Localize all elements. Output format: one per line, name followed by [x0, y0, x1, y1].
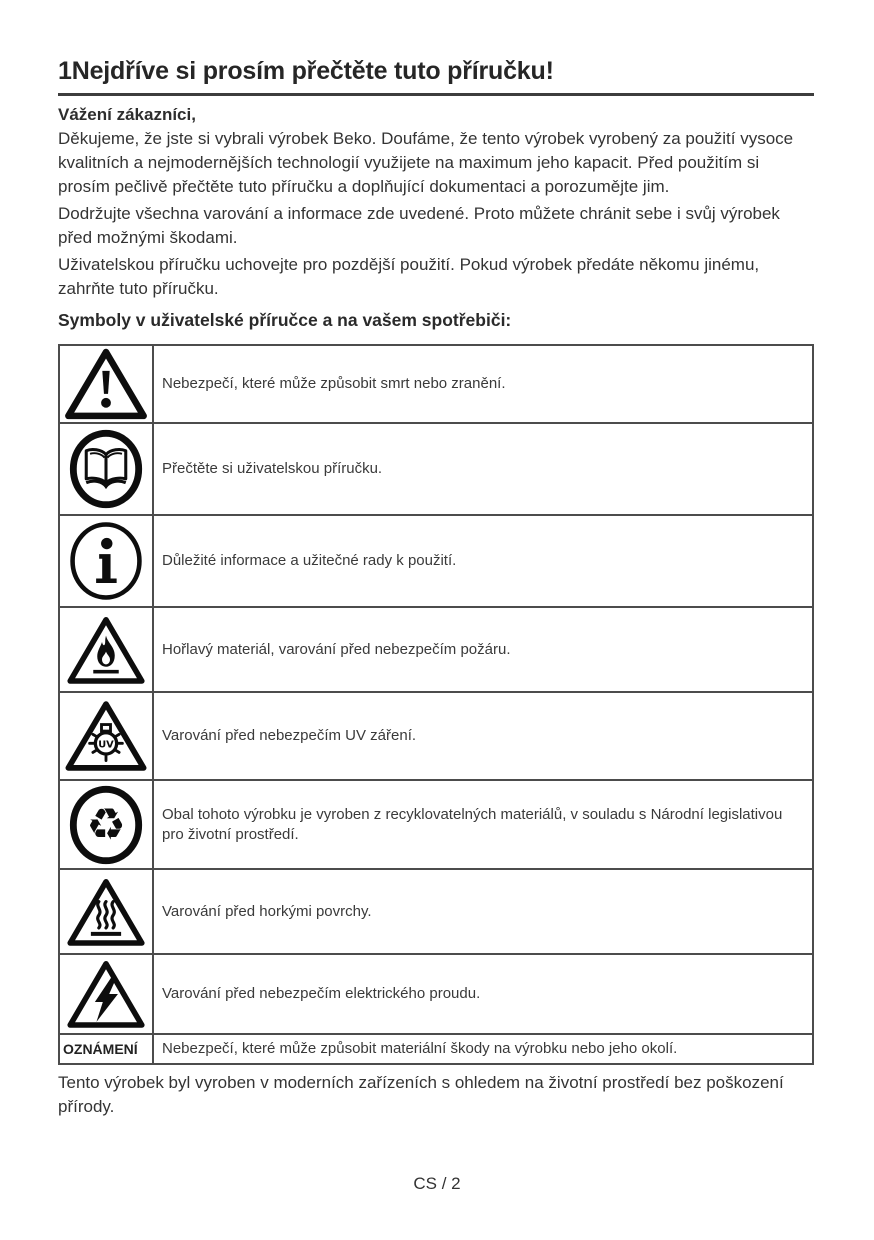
symbol-description: Nebezpečí, které může způsobit materiální škody na výrobku nebo jeho okolí. [153, 1034, 813, 1064]
section-title-text: Nejdříve si prosím přečtěte tuto příručku! [71, 57, 554, 85]
read-manual-icon [68, 428, 144, 510]
intro-paragraph: Uživatelskou příručku uchovejte pro pozdější použití. Pokud výrobek předáte někomu jinému, zahrňte tuto příručku. [58, 255, 760, 298]
greeting: Vážení zákazníci, [58, 105, 196, 124]
intro-paragraph: Dodržujte všechna varování a informace zde uvedené. Proto můžete chránit sebe i svůj výrobek před možnými škodami. [58, 204, 780, 247]
symbols-table [58, 344, 814, 1065]
uv-label: UV [98, 739, 114, 751]
table-row [59, 607, 813, 692]
symbol-cell [59, 692, 153, 780]
intro-paragraph: Děkujeme, že jste si vybrali výrobek Beko. Doufáme, že tento výrobek vyrobený za použití vysoce kvalitních a nejmodernějších technologií využijete na maximum jeho kapacit. Před použitím si prosím pečlivě přečtěte tuto příručku a doplňující dokumentaci a porozumějte jim. [58, 129, 794, 196]
page-title [58, 56, 814, 96]
symbol-description: Obal tohoto výrobku je vyroben z recyklovatelných materiálů, v souladu s Národní legislativou pro životní prostředí. [153, 780, 813, 869]
symbol-cell [59, 780, 153, 869]
symbol-description: Nebezpečí, které může způsobit smrt nebo zranění. [153, 345, 813, 423]
hot-surface-icon [66, 877, 146, 947]
notice-label: OZNÁMENÍ [59, 1034, 153, 1064]
recyclable-packaging-icon [68, 785, 144, 865]
table-row [59, 1034, 813, 1064]
recycle-glyph: ♻ [86, 798, 126, 850]
symbol-description: Varování před nebezpečím elektrického proudu. [153, 954, 813, 1034]
table-row [59, 345, 813, 423]
symbol-description: Varování před nebezpečím UV záření. [153, 692, 813, 780]
symbol-cell [59, 607, 153, 692]
symbol-cell [59, 423, 153, 515]
table-row [59, 869, 813, 954]
symbol-cell [59, 345, 153, 423]
flammable-icon [66, 615, 146, 685]
symbol-description: Hořlavý materiál, varování před nebezpečím požáru. [153, 607, 813, 692]
page-number: CS / 2 [413, 1174, 461, 1193]
symbol-description: Varování před horkými povrchy. [153, 869, 813, 954]
electric-shock-icon [66, 959, 146, 1029]
footer-note: Tento výrobek byl vyroben v moderních zařízeních s ohledem na životní prostředí bez poškození přírody. [58, 1073, 784, 1116]
info-icon [68, 520, 144, 602]
symbol-cell [59, 869, 153, 954]
symbols-heading: Symboly v uživatelské příručce a na vašem spotřebiči: [58, 310, 512, 330]
table-row [59, 515, 813, 607]
table-row [59, 423, 813, 515]
symbol-cell [59, 954, 153, 1034]
section-number: 1 [58, 57, 72, 85]
warning-triangle-icon [65, 348, 147, 420]
table-row [59, 780, 813, 869]
table-row [59, 954, 813, 1034]
symbol-cell [59, 515, 153, 607]
table-row [59, 692, 813, 780]
uv-warning-icon [65, 700, 147, 772]
symbol-description: Důležité informace a užitečné rady k použití. [153, 515, 813, 607]
symbol-description: Přečtěte si uživatelskou příručku. [153, 423, 813, 515]
